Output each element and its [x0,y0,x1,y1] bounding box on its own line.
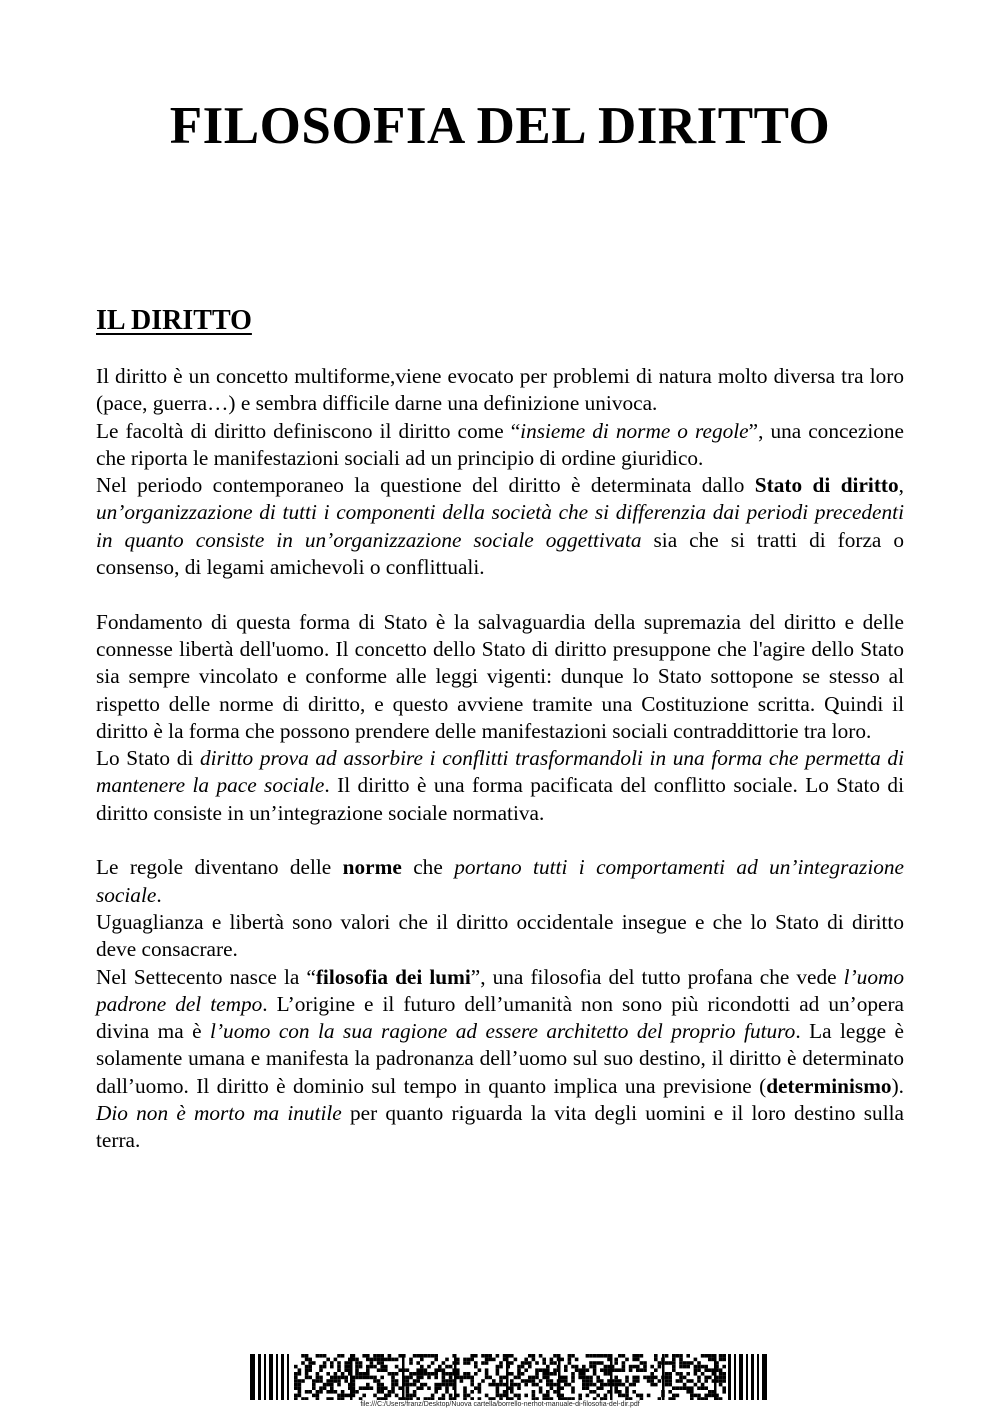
text-run: . La legge è solamente umana e manifesta la padronanza dell’uomo sul suo destino, il diritto è determinato dall’uomo. Il diritto è dominio sul tempo in quanto implica una previsione ( [96,1019,904,1098]
bold-text: norme [342,855,402,880]
page-title: FILOSOFIA DEL DIRITTO [169,97,831,155]
text-run: Fondamento di questa forma di Stato è la salvaguardia della supremazia del diritto e delle connesse libertà dell'uomo. Il concetto dello Stato di diritto presuppone che l'agire dello Stato sia sempre vincolato e conforme alle leggi vigenti: dunque lo Stato sottopone se stesso al rispetto delle norme di diritto, e questo avviene tramite una Costituzione scritta. Quindi il diritto è la forma che possono prendere delle manifestazioni sociali contraddittorie tra loro. [96,609,904,743]
italic-text: Dio non è morto ma inutile [96,1101,342,1126]
italic-text: insieme di norme o regole [520,418,749,443]
text-run: Le facoltà di diritto definiscono il diritto come “ [96,418,521,443]
body-paragraph [96,609,904,745]
page-footer [0,1354,1000,1415]
italic-text: un’organizzazione di tutti i componenti della società che si differenzia dai periodi precedenti in quanto consiste in un’organizzazione sociale oggettivata [96,500,904,552]
italic-text: l’uomo padrone del tempo [96,964,905,1016]
text-run: sia che si tratti di forza o consenso, di legami amichevoli o conflittuali. [96,527,904,580]
bold-text: filosofia dei lumi [315,964,471,989]
body-paragraph [96,909,904,964]
text-run: Lo Stato di [96,746,200,771]
text-run: ”, una concezione che riporta le manifestazioni sociali ad un principio di ordine giuridico. [96,418,905,470]
document-body [96,363,904,1155]
body-paragraph [96,854,904,909]
italic-text: portano tutti i comportamenti ad un’integrazione sociale [96,855,904,907]
bold-text: determinismo [766,1073,892,1098]
text-run: per quanto riguarda la vita degli uomini e il loro destino sulla terra. [96,1101,904,1153]
footer-file-path: file:///C:/Users/franz/Desktop/Nuova cartella/borrello-nerhot-manuale-di-filosofia-del-dir.pdf [360,1401,640,1408]
text-run: . L’origine e il futuro dell’umanità non sono più ricondotti ad un’opera divina ma è [96,991,904,1044]
italic-text: diritto prova ad assorbire i conflitti trasformandoli in una forma che permetta di mantenere la pace sociale [96,746,904,798]
italic-text: l’uomo con la sua ragione ad essere architetto del proprio futuro [210,1019,796,1044]
body-paragraph [96,418,904,473]
text-run: . Il diritto è una forma pacificata del conflitto sociale. Lo Stato di diritto consiste in un’integrazione sociale normativa. [96,773,904,825]
body-paragraph [96,745,904,827]
text-run: Il diritto è un concetto multiforme,viene evocato per problemi di natura molto diversa tra loro (pace, guerra…) e sembra difficile darne una definizione univoca. [96,364,904,416]
text-run: Le regole diventano delle [96,855,343,880]
bold-text: Stato di diritto [754,473,899,498]
text-run: , [898,473,904,498]
text-run: ”, una filosofia del tutto profana che vede [470,964,844,989]
text-run: . [156,882,162,907]
text-run: Uguaglianza e libertà sono valori che il diritto occidentale insegue e che lo Stato di diritto deve consacrare. [96,909,904,962]
text-run: che [401,855,455,880]
text-run: ). [891,1073,904,1098]
section-heading: IL DIRITTO [96,305,252,336]
body-paragraph [96,363,904,418]
body-paragraph [96,964,904,1155]
barcode-icon [250,1354,770,1400]
body-paragraph [96,472,904,581]
text-run: Nel periodo contemporaneo la questione del diritto è determinata dallo [96,473,755,498]
text-run: Nel Settecento nasce la “ [96,964,316,989]
